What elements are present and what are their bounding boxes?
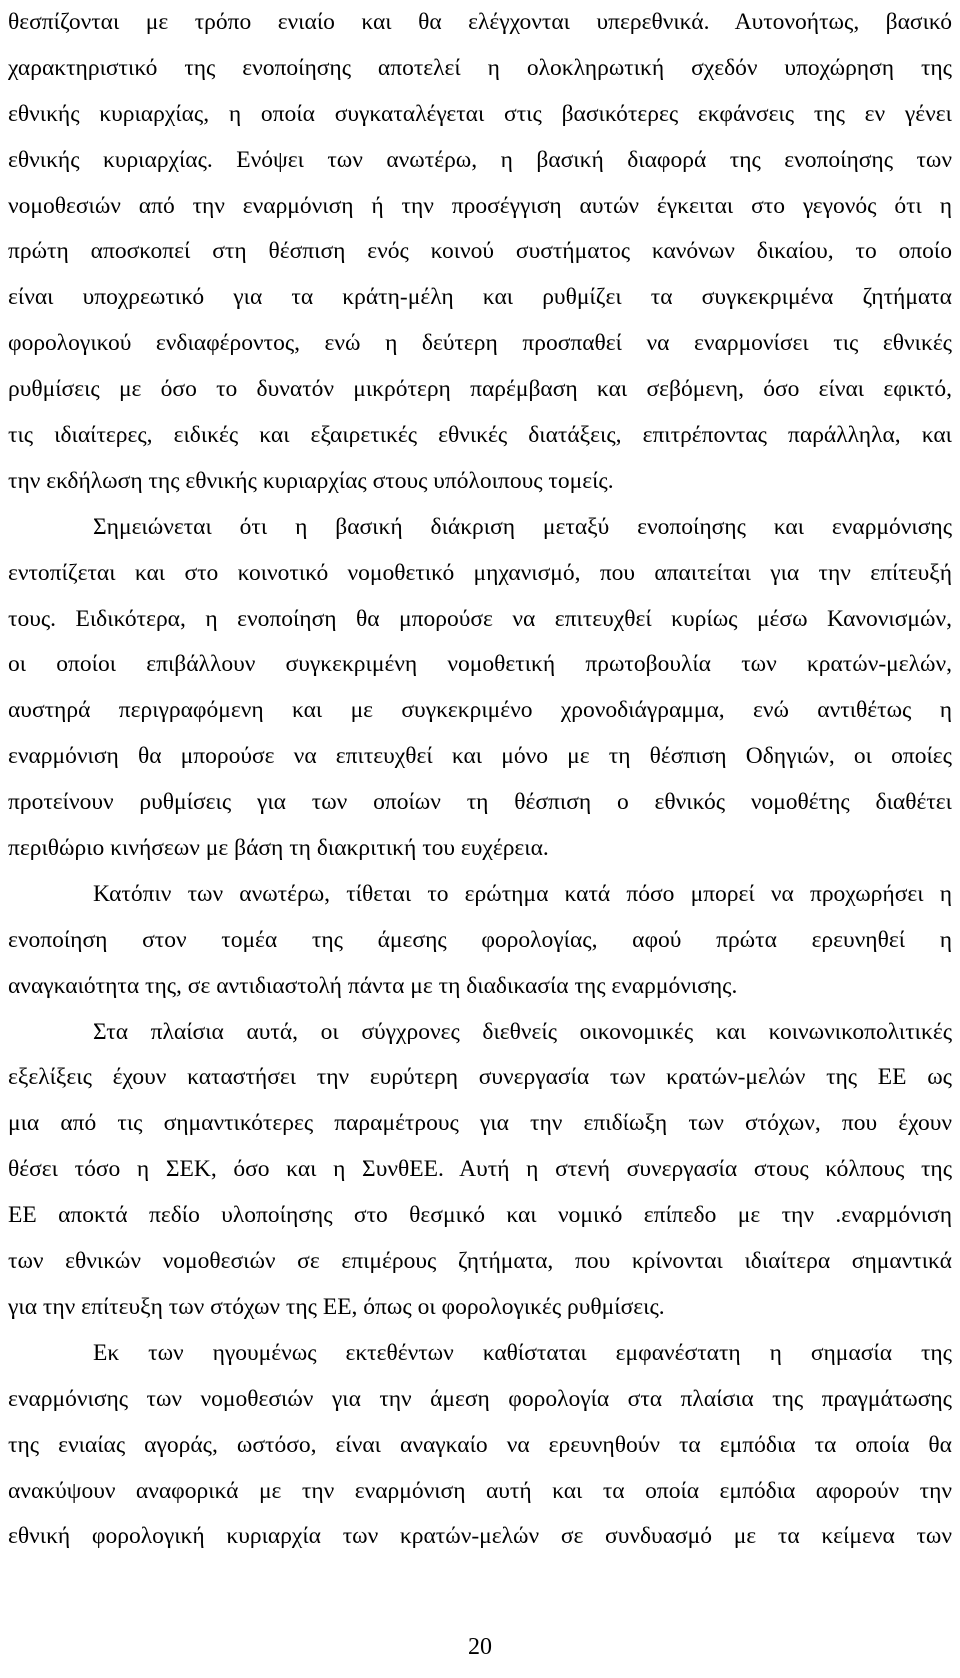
text-line: τους. Ειδικότερα, η ενοποίηση θα μπορούσε να επιτευχθεί κυρίως μέσω Κανονισμών, (8, 605, 952, 632)
text-line: ανακύψουν αναφορικά με την εναρμόνιση αυτή και τα οποία εμπόδια αφορούν την (8, 1477, 952, 1504)
paragraph-2 (8, 505, 952, 872)
text-line: μια από τις σημαντικότερες παραμέτρους για την επιδίωξη των στόχων, που έχουν (8, 1110, 952, 1137)
text-line: χαρακτηριστικό της ενοποίησης αποτελεί η ολοκληρωτική σχεδόν υποχώρηση της (8, 54, 952, 81)
text-line: ρυθμίσεις με όσο το δυνατόν μικρότερη παρέμβαση και σεβόμενη, όσο είναι εφικτό, (8, 376, 952, 403)
text-line: εξελίξεις έχουν καταστήσει την ευρύτερη συνεργασία των κρατών-μελών της ΕΕ ως (8, 1064, 952, 1091)
text-line: εθνική φορολογική κυριαρχία των κρατών-μελών σε συνδυασμό με τα κείμενα των (8, 1523, 952, 1550)
text-line: εναρμόνιση θα μπορούσε να επιτευχθεί και μόνο με τη θέσπιση Οδηγιών, οι οποίες (8, 743, 952, 770)
text-line: θέσει τόσο η ΣΕΚ, όσο και η ΣυνθΕΕ. Αυτή η στενή συνεργασία στους κόλπους της (8, 1156, 952, 1183)
paragraph-3 (8, 872, 952, 1010)
text-line: εθνικής κυριαρχίας. Ενόψει των ανωτέρω, η βασική διαφορά της ενοποίησης των (8, 146, 952, 173)
text-line: εντοπίζεται και στο κοινοτικό νομοθετικό μηχανισμό, που απαιτείται για την επίτευξή (8, 559, 952, 586)
paragraph-5 (8, 1331, 952, 1560)
text-line: θεσπίζονται με τρόπο ενιαίο και θα ελέγχονται υπερεθνικά. Αυτονοήτως, βασικό (8, 9, 952, 35)
text-line: οι οποίοι επιβάλλουν συγκεκριμένη νομοθετική πρωτοβουλία των κρατών-μελών, (8, 651, 952, 678)
paragraph-1 (8, 0, 952, 505)
text-line: τις ιδιαίτερες, ειδικές και εξαιρετικές εθνικές διατάξεις, επιτρέποντας παράλληλα, και (8, 422, 952, 449)
text-line: των εθνικών νομοθεσιών σε επιμέρους ζητήματα, που κρίνονται ιδιαίτερα σημαντικά (8, 1248, 952, 1275)
text-line: Σημειώνεται ότι η βασική διάκριση μεταξύ ενοποίησης και εναρμόνισης (93, 513, 952, 540)
text-line: φορολογικού ενδιαφέροντος, ενώ η δεύτερη προσπαθεί να εναρμονίσει τις εθνικές (8, 330, 952, 357)
text-line: αναγκαιότητα της, σε αντιδιαστολή πάντα με τη διαδικασία της εναρμόνισης. (8, 972, 738, 999)
text-line: πρώτη αποσκοπεί στη θέσπιση ενός κοινού συστήματος κανόνων δικαίου, το οποίο (8, 238, 952, 265)
text-line: Στα πλαίσια αυτά, οι σύγχρονες διεθνείς οικονομικές και κοινωνικοπολιτικές (93, 1018, 952, 1045)
text-line: ενοποίηση στον τομέα της άμεσης φορολογίας, αφού πρώτα ερευνηθεί η (8, 926, 952, 953)
text-line: της ενιαίας αγοράς, ωστόσο, είναι αναγκαίο να ερευνηθούν τα εμπόδια τα οποία θα (8, 1431, 952, 1458)
text-line: εθνικής κυριαρχίας, η οποία συγκαταλέγεται στις βασικότερες εκφάνσεις της εν γένει (8, 100, 952, 127)
paragraph-4 (8, 1010, 952, 1331)
text-line: την εκδήλωση της εθνικής κυριαρχίας στους υπόλοιπους τομείς. (8, 467, 614, 494)
text-line: Εκ των ηγουμένως εκτεθέντων καθίσταται εμφανέστατη η σημασία της (93, 1339, 952, 1366)
text-line: αυστηρά περιγραφόμενη και με συγκεκριμένο χρονοδιάγραμμα, ενώ αντιθέτως η (8, 697, 952, 724)
text-line: νομοθεσιών από την εναρμόνιση ή την προσέγγιση αυτών έγκειται στο γεγονός ότι η (8, 192, 952, 219)
text-line: περιθώριο κινήσεων με βάση τη διακριτική του ευχέρεια. (8, 835, 549, 862)
text-line: είναι υποχρεωτικό για τα κράτη-μέλη και ρυθμίζει τα συγκεκριμένα ζητήματα (8, 284, 952, 311)
text-line: ΕΕ αποκτά πεδίο υλοποίησης στο θεσμικό και νομικό επίπεδο με την .εναρμόνιση (8, 1202, 952, 1229)
document-body (8, 0, 952, 1560)
text-line: εναρμόνισης των νομοθεσιών για την άμεση φορολογία στα πλαίσια της πραγμάτωσης (8, 1385, 952, 1412)
text-line: Κατόπιν των ανωτέρω, τίθεται το ερώτημα κατά πόσο μπορεί να προχωρήσει η (93, 880, 952, 907)
text-line: προτείνουν ρυθμίσεις για των οποίων τη θέσπιση ο εθνικός νομοθέτης διαθέτει (8, 789, 952, 816)
page-number: 20 (468, 1634, 492, 1660)
text-line: για την επίτευξη των στόχων της ΕΕ, όπως οι φορολογικές ρυθμίσεις. (8, 1293, 665, 1320)
